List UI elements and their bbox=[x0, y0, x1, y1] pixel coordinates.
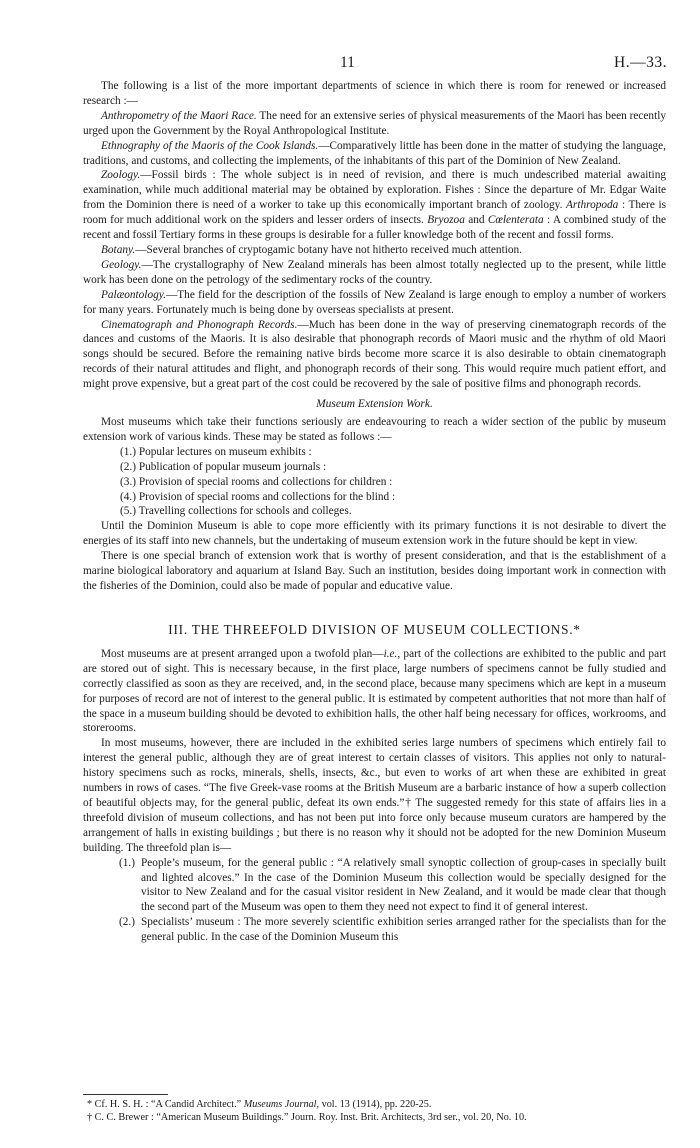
entry-text: —Comparatively little has been done in the matter of studying the language, traditions, and customs, and collecting the implements, of the inhabitants of this part of the Dominion of New Zealand. bbox=[83, 139, 666, 167]
plan-item-number: (1.) bbox=[119, 856, 135, 869]
footnote-1 bbox=[87, 1099, 667, 1112]
entry-cinematograph bbox=[83, 318, 666, 393]
footnote-2: † C. C. Brewer : “American Museum Buildings.” Journ. Roy. Inst. Brit. Architects, 3rd ser., vol. 20, No. 10. bbox=[87, 1111, 527, 1123]
entry-label: Ethnography of the Maoris of the Cook Islands. bbox=[101, 139, 319, 152]
entry-zoology bbox=[83, 168, 666, 243]
entry-label: Botany. bbox=[101, 243, 136, 256]
footnote-journal: Museums Journal bbox=[243, 1099, 317, 1110]
entry-label: Cinematograph and Phonograph Records. bbox=[101, 318, 298, 331]
entry-text: and bbox=[464, 214, 488, 227]
section-paragraph-1 bbox=[83, 647, 666, 736]
entry-text: —The field for the description of the fossils of New Zealand is large enough to employ a number of workers for many years. Fortunately much is being done by overseas specialists at present. bbox=[83, 288, 666, 316]
extension-list bbox=[83, 445, 666, 520]
entry-label-arthropoda: Arthropoda bbox=[566, 199, 619, 212]
entry-text: —Fossil birds : The whole subject is in need of revision, and there is much undescribed material awaiting examination, while much additional material may be obtained by exploration. Fishes : Since the departure of Mr. Edgar Waite from the Dominion there is need of a worker to take up this economically important branch of zoology. bbox=[83, 169, 666, 212]
entry-palaeontology bbox=[83, 288, 666, 318]
plan-item-number: (2.) bbox=[119, 916, 135, 929]
list-item: (2.) Publication of popular museum journals : bbox=[120, 460, 327, 473]
entry-ethnography bbox=[83, 139, 666, 169]
plan-item-2 bbox=[83, 915, 666, 945]
page-body bbox=[83, 79, 666, 945]
plan-item-text: Specialists’ museum : The more severely scientific exhibition series arranged rather for the specialists than for the general public. In the case of the Dominion Museum this bbox=[141, 916, 666, 944]
section-paragraph-2: In most museums, however, there are included in the exhibited series large numbers of specimens which entirely fail to interest the general public, although they are of great interest to certain classes of visitors. This applies not only to natural-history specimens such as rocks, minerals, shells, insects, &c., but even to works of art when these are exhibited in great numbers in rows of cases. “The five Greek-vase rooms at the British Museum are a barbaric instance of how a superb collection of beautiful objects may, for the general public, defeat its own ends.”† The suggested remedy for this state of affairs lies in a threefold division of museum collections, and has not been put into force only because museum curators are hampered by the arrangement of halls in existing buildings ; but there is no reason why it should not be adopted for the new Dominion Museum building. The threefold plan is— bbox=[83, 737, 666, 854]
list-item: (5.) Travelling collections for schools and colleges. bbox=[120, 505, 352, 518]
extension-paragraph-3: There is one special branch of extension work that is worthy of present consideration, and that is the establishment of a marine biological laboratory and aquarium at Island Bay. Such an institution, besides doing important work in connection with the fisheries of the Dominion, could also be made of popular and educative value. bbox=[83, 550, 666, 592]
entry-label: Anthropometry of the Maori Race. bbox=[101, 109, 257, 122]
entry-text: : A combined study of the recent and fossil Tertiary forms in these groups is desirable for a fuller knowledge both of the recent and fossil forms. bbox=[83, 214, 666, 242]
entry-botany bbox=[83, 243, 666, 258]
entry-text: —The crystallography of New Zealand minerals has been almost totally neglected up to the present, while little work has been done on the petrology of the sedimentary rocks of the country. bbox=[83, 258, 666, 286]
footnote-text: , vol. 13 (1914), pp. 220-25. bbox=[316, 1099, 432, 1110]
section-text: , part of the collections are exhibited to the public and part are stored out of sight. This is necessary because, in the first place, large numbers of specimens cannot be fully studied and correctly classified as soon as they are received, and, in the second place, because many specimens which are kept in a museum for purposes of record are not of interest to the general public. It is estimated by competent authorities that not more than half of the space in a museum building should be devoted to exhibition halls, the other half being necessary for offices, workrooms, and storerooms. bbox=[83, 647, 666, 735]
entry-text: —Much has been done in the way of preserving cinematograph records of the dances and customs of the Maoris. It is also desirable that phonograph records of Maori music and the rhythm of old Maori songs should be secured. Before the remaining native birds become more scarce it is also desirable to obtain cinematograph records of their natural attitudes and flight, and phonograph records of their song. This would require much patient effort, and might prove expensive, but a great part of the cost could be recovered by the sale of positive films and phonograph records. bbox=[83, 318, 666, 391]
section-text: Most museums are at present arranged upon a twofold plan— bbox=[101, 647, 384, 660]
footnotes bbox=[87, 1099, 667, 1125]
entry-label: Geology. bbox=[101, 258, 142, 271]
entry-text: —Several branches of cryptogamic botany have not hitherto received much attention. bbox=[135, 243, 522, 256]
extension-paragraph-1: Most museums which take their functions seriously are endeavouring to reach a wider section of the public by museum extension work of various kinds. These may be stated as follows :— bbox=[83, 416, 666, 443]
entry-text: The need for an extensive series of physical measurements of the Maori has been recently urged upon the Government by the Royal Anthropological Institute. bbox=[83, 109, 666, 137]
entry-label-bryozoa: Bryozoa bbox=[427, 214, 465, 227]
footnote-text: * Cf. H. S. H. : “A Candid Architect.” bbox=[87, 1099, 244, 1110]
plan-item-1 bbox=[83, 856, 666, 916]
extension-paragraph-2: Until the Dominion Museum is able to cope more efficiently with its primary functions it is not desirable to divert the energies of its staff into new channels, but the undertaking of museum extension work in the future should be kept in view. bbox=[83, 520, 666, 548]
entry-anthropometry bbox=[83, 109, 666, 139]
list-item: (3.) Provision of special rooms and collections for children : bbox=[120, 475, 393, 488]
plan-item-text: People’s museum, for the general public : “A relatively small synoptic collection of group-cases in specially built and lighted alcoves.” In the case of the Dominion Museum this collection would be specially designed for the visitor to New Zealand and for the casual visitor resident in New Zealand, and it would be made clear that though the second part of the Museum was open to them they need not expect to find it of general interest. bbox=[141, 856, 666, 914]
entry-label: Zoology. bbox=[101, 169, 141, 182]
extension-heading: Museum Extension Work. bbox=[316, 398, 433, 411]
footnote-divider bbox=[83, 1094, 168, 1095]
entry-geology bbox=[83, 258, 666, 288]
page-header bbox=[0, 54, 700, 74]
page-number: 11 bbox=[340, 54, 355, 71]
entry-label: Palæontology. bbox=[101, 288, 166, 301]
section-heading: III. THE THREEFOLD DIVISION OF MUSEUM COLLECTIONS.* bbox=[168, 621, 581, 637]
list-item: (1.) Popular lectures on museum exhibits : bbox=[120, 445, 312, 458]
entry-text: : There is room for much additional work on the spiders and lesser orders of insects. bbox=[83, 199, 666, 227]
section-ie: i.e. bbox=[383, 647, 398, 660]
intro-paragraph: The following is a list of the more important departments of science in which there is room for renewed or increased research :— bbox=[83, 80, 666, 107]
document-code: H.—33. bbox=[614, 54, 667, 71]
entry-label-coelenterata: Cœlenterata bbox=[487, 214, 544, 227]
list-item: (4.) Provision of special rooms and collections for the blind : bbox=[120, 490, 396, 503]
